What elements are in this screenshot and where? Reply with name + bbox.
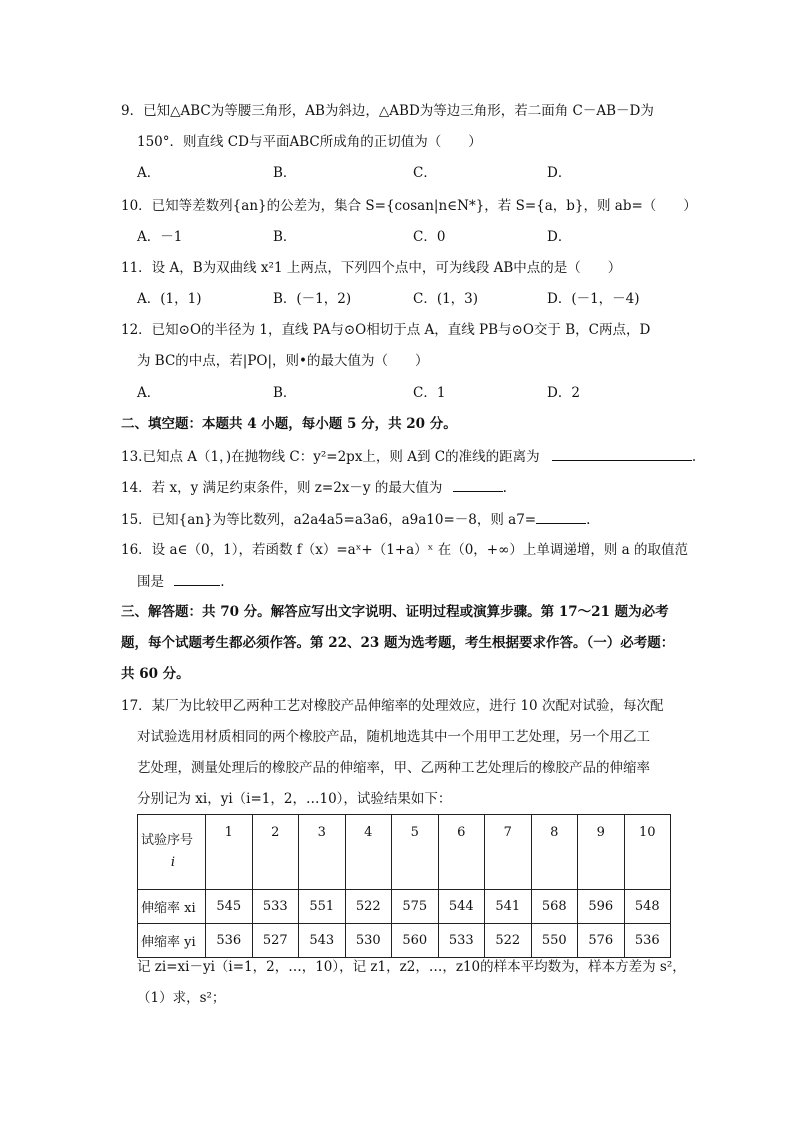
q10-option-d: D． <box>547 229 572 245</box>
table-y-cell: 550 <box>531 924 578 958</box>
table-row-x-label: 伸缩率 xi <box>138 890 206 924</box>
q9-line1: 9．已知△ABC为等腰三角形，AB为斜边，△ABD为等边三角形，若二面角 C－AB－D为 <box>121 103 654 119</box>
table-x-cell: 545 <box>206 890 253 924</box>
q17-line3: 艺处理，测量处理后的橡胶产品的伸缩率，甲、乙两种工艺处理后的橡胶产品的伸缩率 <box>137 760 650 776</box>
q17-line4: 分别记为 xi，yi（i=1，2，…10），试验结果如下： <box>137 791 452 807</box>
table-index-cell: 10 <box>624 815 671 890</box>
table-y-cell: 530 <box>345 924 392 958</box>
q17-after-line2: （1）求，s²； <box>137 990 226 1006</box>
table-y-cell: 536 <box>206 924 253 958</box>
experiment-results-table <box>137 814 671 958</box>
q12-option-d: D．2 <box>547 385 580 401</box>
q12-option-b: B． <box>273 385 297 401</box>
q12-line2: 为 BC的中点，若|PO|，则•的最大值为（ ） <box>137 353 429 369</box>
table-index-cell: 7 <box>485 815 532 890</box>
q14-answer-blank[interactable] <box>453 477 503 492</box>
table-x-cell: 541 <box>485 890 532 924</box>
q12-option-c: C．1 <box>413 385 446 401</box>
section-answer-heading-line2: 题，每个试题考生都必须作答。第 22、23 题为选考题，考生根据要求作答。（一）必考题： <box>121 635 675 651</box>
table-index-cell: 3 <box>299 815 346 890</box>
section-fill-in-heading: 二、填空题：本题共 4 小题，每小题 5 分，共 20 分。 <box>121 416 457 432</box>
table-index-cell: 9 <box>578 815 625 890</box>
q14-line: 14．若 x，y 满足约束条件，则 z=2x－y 的最大值为 . <box>121 477 507 498</box>
q16-answer-blank[interactable] <box>174 571 220 586</box>
q12-option-a: A． <box>137 385 161 401</box>
table-y-cell: 543 <box>299 924 346 958</box>
table-row-y <box>138 924 671 958</box>
q14-text: 14．若 x，y 满足约束条件，则 z=2x－y 的最大值为 <box>121 480 443 496</box>
table-y-cell: 533 <box>438 924 485 958</box>
q11-option-a: A．(1，1) <box>137 291 202 307</box>
table-x-cell: 596 <box>578 890 625 924</box>
q9-line2: 150°．则直线 CD与平面ABC所成角的正切值为（ ） <box>137 134 482 150</box>
table-index-cell: 1 <box>206 815 253 890</box>
q10-line1: 10．已知等差数列{an}的公差为，集合 S={cosan|n∈N*}，若 S={a，b}，则 ab=（ ） <box>121 198 697 214</box>
q15-text: 15．已知{an}为等比数列，a2a4a5=a3a6，a9a10=－8，则 a7= <box>121 512 537 528</box>
q9-option-b: B． <box>273 165 297 181</box>
section-answer-heading-line1: 三、解答题：共 70 分。解答应写出文字说明、证明过程或演算步骤。第 17～21 题为必考 <box>121 604 669 620</box>
table-index-cell: 4 <box>345 815 392 890</box>
q11-option-b: B．(－1，2) <box>273 291 352 307</box>
q13-answer-blank[interactable] <box>552 446 692 461</box>
table-x-cell: 548 <box>624 890 671 924</box>
table-y-cell: 522 <box>485 924 532 958</box>
table-index-cell: 5 <box>392 815 439 890</box>
q9-option-a: A． <box>137 165 161 181</box>
table-index-cell: 8 <box>531 815 578 890</box>
q16-line1: 16．设 a∈（0，1），若函数 f（x）=aˣ+（1+a）ˣ 在（0，+∞）上单调递增，则 a 的取值范 <box>121 542 688 558</box>
q11-option-d: D．(－1，－4) <box>547 291 640 307</box>
table-header-label-line1: 试验序号 <box>141 833 194 848</box>
q17-after-line1: 记 zi=xi－yi（i=1，2，…，10），记 z1，z2，…，z10的样本平均数为，样本方差为 s²， <box>137 959 686 975</box>
table-x-cell: 533 <box>252 890 299 924</box>
table-index-cell: 6 <box>438 815 485 890</box>
q16-line2: 围是 . <box>137 571 225 592</box>
table-index-cell: 2 <box>252 815 299 890</box>
table-header-label-line2: i <box>170 855 176 870</box>
table-y-cell: 527 <box>252 924 299 958</box>
q15-line: 15．已知{an}为等比数列，a2a4a5=a3a6，a9a10=－8，则 a7= . <box>121 509 590 530</box>
q15-answer-blank[interactable] <box>536 509 586 524</box>
q17-line1: 17．某厂为比较甲乙两种工艺对橡胶产品伸缩率的处理效应，进行 10 次配对试验，每次配 <box>121 698 664 714</box>
q13-text: 13.已知点 A（1，)在抛物线 C：y²=2px上，则 A到 C的准线的距离为 <box>121 449 540 465</box>
q10-option-c: C．0 <box>413 229 446 245</box>
table-y-cell: 576 <box>578 924 625 958</box>
q9-option-d: D． <box>547 165 572 181</box>
table-x-cell: 522 <box>345 890 392 924</box>
q11-option-c: C．(1，3) <box>413 291 479 307</box>
q10-option-a: A．－1 <box>137 229 183 245</box>
table-x-cell: 544 <box>438 890 485 924</box>
q17-line2: 对试验选用材质相同的两个橡胶产品，随机地选其中一个用甲工艺处理，另一个用乙工 <box>137 729 650 745</box>
table-y-cell: 536 <box>624 924 671 958</box>
q9-option-c: C． <box>413 165 437 181</box>
table-header-row <box>138 815 671 890</box>
table-x-cell: 568 <box>531 890 578 924</box>
table-x-cell: 551 <box>299 890 346 924</box>
q16-text-line2: 围是 <box>137 574 164 590</box>
table-y-cell: 560 <box>392 924 439 958</box>
q10-option-b: B． <box>273 229 297 245</box>
table-header-label <box>138 815 206 890</box>
table-row-y-label: 伸缩率 yi <box>138 924 206 958</box>
table-row-x <box>138 890 671 924</box>
table-x-cell: 575 <box>392 890 439 924</box>
q11-line1: 11．设 A，B为双曲线 x²1 上两点，下列四个点中，可为线段 AB中点的是（ ） <box>121 260 622 276</box>
q13-line: 13.已知点 A（1，)在抛物线 C：y²=2px上，则 A到 C的准线的距离为 . <box>121 446 696 467</box>
q12-line1: 12．已知⊙O的半径为 1，直线 PA与⊙O相切于点 A，直线 PB与⊙O交于 B，C两点，D <box>121 322 651 338</box>
section-answer-heading-line3: 共 60 分。 <box>121 666 190 682</box>
